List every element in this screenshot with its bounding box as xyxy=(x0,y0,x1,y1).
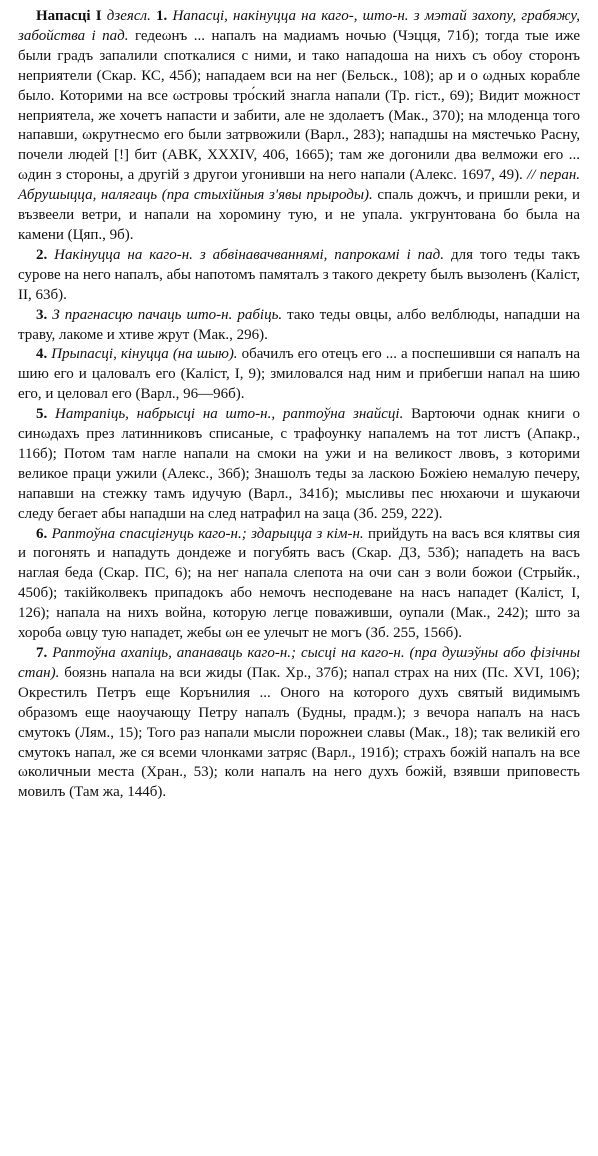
sense-citations: обачилъ его отецъ его ... а поспешивши ся напалъ на шию его и цаловалъ его (Каліст, I, 9); змиловался над ним и прибегши напал на шию его, и целовал его (Варл., 96—96б). xyxy=(18,346,580,403)
sense-definition: З прагнасцю пачаць што-н. рабіць. xyxy=(52,306,283,323)
sense-number: 4. xyxy=(36,346,48,363)
sense-4 xyxy=(18,345,580,405)
sense-number: 5. xyxy=(36,406,48,423)
sense-citations: гедеωнъ ... напалъ на мадиамъ ночью (Чэцця, 71б); тогда тые иже были градъ запалили споткалися с ними, и тако нападоша на нихъ съ обоу сторонъ неприятели (Скар. КС, 45б); нападаем вси на нег (Бельск., 108); ар и о ωдных корабле было. Которими на все ωстровы тро́ский знагла напали (Тр. гіст., 69); Видит можност неприятела, же хочетъ напасти и забити, але не здолаетъ (Мак., 370); на млоденца того напавши, ωкрутнесмо его были затрвожили (Варл., 283); нападшы на мястечько Расну, почели людей [!] бит (АВК, XXXIV, 406, 1665); там же догонили два велможи его ... ωдин з стороны, а другій з другои угонивши на него напали (Алекс. 1697, 49). xyxy=(18,27,580,184)
sense-5 xyxy=(18,405,580,524)
sense-citations: боязнь напала на вси жиды (Пак. Хр., 37б); напал страх на них (Пс. XVI, 106); Окрестилъ Петръ еще Корънилия ... Оного на которого духъ святый видимымъ образомъ еще наоучающу Петру напалъ (Будны, прадм.); з вечора напалъ на насъ смутокъ (Лям., 15); Того раз напали мысли порожнеи славы (Мак., 18); так великій его смутокъ напал, же ся всеми члонками затряс (Варл., 191б); страхъ божій напалъ на все ωколичныи места (Хран., 53); коли напалъ на него духъ божій, взявши приповесть мовилъ (Там жа, 144б). xyxy=(18,664,580,801)
sense-definition: Напасці, накінуцца на каго-, што-н. з мэтай захопу, грабяжу, забойства і пад. xyxy=(18,8,581,44)
sense-7 xyxy=(18,644,580,803)
figurative-label: перан. xyxy=(539,167,581,184)
sense-definition: Прыпасці, кінуцца (на шыю). xyxy=(51,346,238,363)
figurative-definition: Абрушыцца, налягаць (пра стыхійныя з'явы прыроды). xyxy=(18,187,373,204)
sense-citations: для того теды такъ сурове на него напалъ, абы напотомъ памяталъ з такого декрету былъ вызоленъ (Каліст, II, 63б). xyxy=(18,246,581,303)
sense-number: 6. xyxy=(36,525,48,542)
sense-1 xyxy=(18,7,580,246)
sense-2 xyxy=(18,246,580,306)
sense-citations: прийдуть на васъ вся клятвы сия и погонять и нападуть дондеже и погубять васъ (Скар. ДЗ, 53б); нападеть на васъ наглая беда (Скар. ПС, 6); на нег напала слепота на очи сан з воли божои (Стрыйк., 450б); такійколвекъ припадокъ або немочъ несподеване на насъ нападет (Каліст, I, 126); напала на нихъ война, которую легце поваживши, оупали (Мак., 242); што за хороба ωвцу тую нападет, жебы ωн ее улечыт не могъ (Зб. 255, 156б). xyxy=(18,525,580,642)
figurative-citations: спаль дожчъ, и пришли реки, и възвеели ветри, и напали на хоромину тую, и не упала. укгрунтована бо была на камени (Цяп., 9б). xyxy=(18,187,580,243)
sense-definition: Раптоўна ахапіць, апанаваць каго-н.; сысці на каго-н. (пра душэўны або фізічны стан). xyxy=(18,645,580,681)
sense-citations: Вартоючи однак книги о синωдахъ през латинниковъ списаные, с трафоунку напалемъ на тот листъ (Апакр., 116б); Потом там нагле напали на смоки на ужи и на великост лвовъ, з которими великое праци ужили (Алекс., 36б); Знашолъ теды за ласкою Божіею немалую печеру, напавши на стежку тамъ идучую (Варл., 341б); мысливы пес нюхаючи и шукаючи следу бегает абы нападши на след натрафил на заца (Зб. 259, 222). xyxy=(18,406,581,522)
sense-number: 3. xyxy=(36,306,48,323)
sense-number: 2. xyxy=(36,246,48,263)
headword: Напасці I xyxy=(36,8,102,24)
sense-citations: тако теды овцы, албо велблюды, нападши на траву, лакоме и хтиве жрут (Мак., 296). xyxy=(18,306,581,343)
sense-number: 1. xyxy=(156,8,168,24)
figurative-separator: // xyxy=(527,167,536,184)
sense-3 xyxy=(18,306,580,346)
sense-definition: Раптоўна спасцігнуць каго-н.; здарыцца з кім-н. xyxy=(51,525,364,542)
sense-number: 7. xyxy=(36,645,48,661)
sense-definition: Накінуцца на каго-н. з абвінавачваннямі, папрокамі і пад. xyxy=(54,246,445,263)
sense-definition: Натрапіць, набрысці на што-н., раптоўна знайсці. xyxy=(54,406,404,423)
part-of-speech: дзеясл. xyxy=(106,8,151,24)
sense-6 xyxy=(18,525,580,644)
